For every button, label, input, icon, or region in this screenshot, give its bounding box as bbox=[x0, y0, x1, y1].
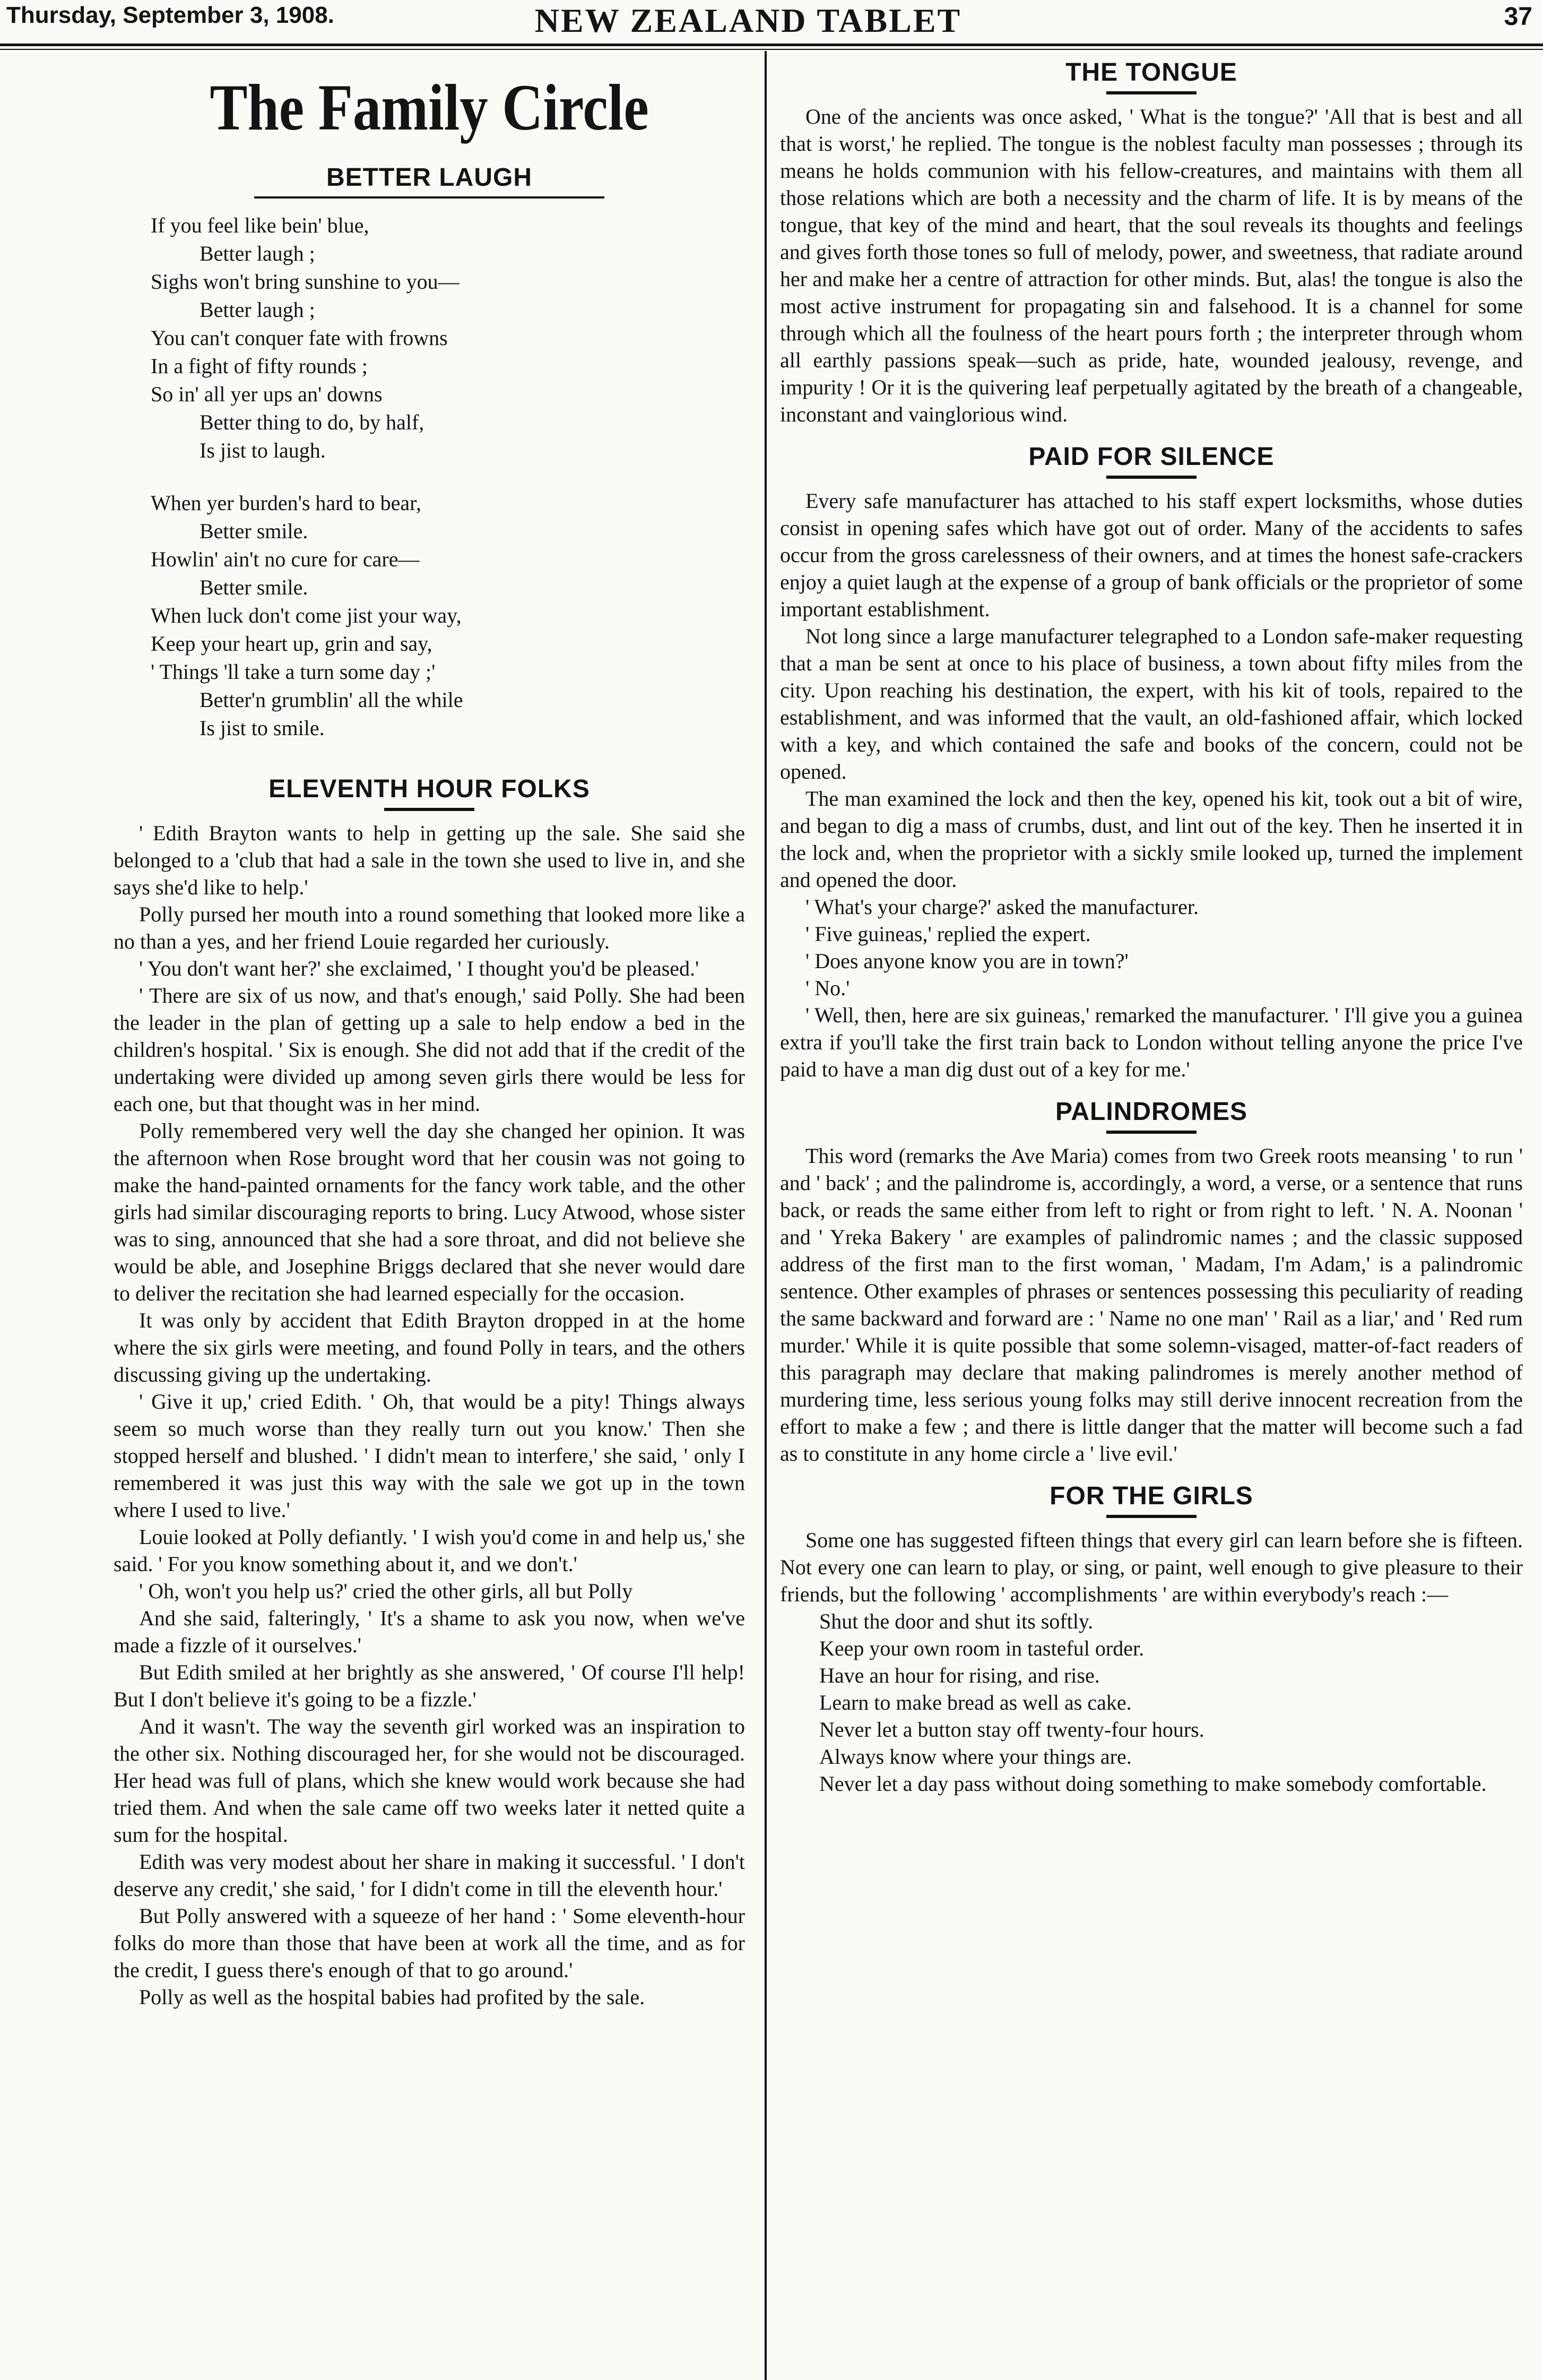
girls-intro: Some one has suggested fifteen things that every girl can learn before she is fifteen. Not every one can learn to play, or sing, or paint, well enough to give pleasure to their friends, but the following ' accomplishments ' are within everybody's reach :— bbox=[780, 1528, 1523, 1606]
section-rule bbox=[254, 196, 604, 199]
header-rule bbox=[0, 49, 1543, 50]
section-rule bbox=[384, 808, 474, 811]
girls-title: FOR THE GIRLS bbox=[1050, 1482, 1253, 1510]
list-item: Keep your own room in tasteful order. bbox=[819, 1636, 1145, 1660]
section-rule bbox=[1106, 91, 1197, 94]
list-item: Have an hour for rising, and rise. bbox=[819, 1663, 1100, 1687]
paragraph: The man examined the lock and then the key, opened his kit, took out a bit of wire, and began to dig a mass of crumbs, dust, and lint out of the key. Then he inserted it in the lock and, when the proprietor with a sickly smile looked up, turned the implement and opened the door. bbox=[780, 787, 1523, 892]
paragraph: And she said, falteringly, ' It's a shame to ask you now, when we've made a fizzle of it ourselves.' bbox=[114, 1606, 745, 1657]
list-item: Never let a button stay off twenty-four hours. bbox=[819, 1718, 1204, 1741]
stanza-gap bbox=[151, 464, 745, 489]
story-body bbox=[114, 820, 745, 2011]
paragraph: ' Give it up,' cried Edith. ' Oh, that would be a pity! Things always seem so much worse than they really turn out you know.' Then she stopped herself and blushed. ' I didn't mean to interfere,' she said, ' only I remembered it was just this way with the sale we got up in the town where I used to live.' bbox=[114, 1390, 745, 1522]
poem-line: Better thing to do, by half, bbox=[200, 410, 424, 434]
paragraph: It was only by accident that Edith Brayton dropped in at the home where the six girls were meeting, and found Polly in tears, and the others discussing giving up the undertaking. bbox=[114, 1308, 745, 1386]
poem-line: ' Things 'll take a turn some day ;' bbox=[151, 660, 436, 684]
tongue-body bbox=[780, 103, 1523, 428]
issue-date: Thursday, September 3, 1908. bbox=[6, 2, 334, 28]
paragraph: But Polly answered with a squeeze of her hand : ' Some eleventh-hour folks do more than those that have been at work all the time, and as for the credit, I guess there's enough of that to go around.' bbox=[114, 1904, 745, 1982]
list-item: Learn to make bread as well as cake. bbox=[819, 1691, 1132, 1714]
paragraph: This word (remarks the Ave Maria) comes from two Greek roots meansing ' to run ' and ' back' ; and the palindrome is, accordingly, a word, a verse, or a sentence that runs back, or reads the same either from left to right or from right to left. ' N. A. Noonan ' and ' Yreka Bakery ' are examples of palindromic names ; and the classic supposed address of the first man to the first woman, ' Madam, I'm Adam,' is a palindromic sentence. Other examples of phrases or sentences possessing this peculiarity of reading the same backward and forward are : ' Name no one man' ' Rail as a liar,' and ' Red rum murder.' While it is quite possible that some solemn-visaged, matter-of-fact readers of this paragraph may declare that making palindromes is merely another method of murdering time, less serious young folks may still derive innocent recreation from the effort to make a few ; and there is little danger that the matter will become such a fad as to constitute in any home circle a ' live evil.' bbox=[780, 1144, 1523, 1465]
poem-line: If you feel like bein' blue, bbox=[151, 213, 369, 237]
poem-line: Sighs won't bring sunshine to you— bbox=[151, 270, 460, 294]
paragraph: ' There are six of us now, and that's enough,' said Polly. She had been the leader in the plan of getting up a sale to help endow a bed in the children's hospital. ' Six is enough. She did not add that if the credit of the undertaking were divided up among seven girls there would be less for each one, but that thought was in her mind. bbox=[114, 984, 745, 1116]
poem-line: So in' all yer ups an' downs bbox=[151, 382, 383, 406]
poem-line: Better laugh ; bbox=[200, 298, 315, 322]
poem-line: Is jist to smile. bbox=[200, 716, 325, 740]
column-divider bbox=[765, 51, 767, 2380]
poem-line: Is jist to laugh. bbox=[200, 438, 326, 462]
paragraph: ' Edith Brayton wants to help in getting up the sale. She said she belonged to a 'club that had a sale in the town she used to live in, and she says she'd like to help.' bbox=[114, 821, 745, 899]
girls-list bbox=[780, 1608, 1523, 1797]
paragraph: But Edith smiled at her brightly as she answered, ' Of course I'll help! But I don't believe it's going to be a fizzle.' bbox=[114, 1660, 745, 1711]
poem-title: BETTER LAUGH bbox=[326, 163, 532, 192]
right-column bbox=[780, 57, 1523, 1797]
paragraph: ' What's your charge?' asked the manufacturer. bbox=[805, 895, 1199, 919]
section-rule bbox=[1106, 1515, 1197, 1518]
poem-line: When yer burden's hard to bear, bbox=[151, 491, 421, 515]
masthead-title: NEW ZEALAND TABLET bbox=[534, 2, 962, 39]
paragraph: And it wasn't. The way the seventh girl worked was an inspiration to the other six. Nothing discouraged her, for she would not be discouraged. Her head was full of plans, which she knew would work because she had tried them. And when the sale came off two weeks later it netted quite a sum for the hospital. bbox=[114, 1714, 745, 1847]
poem-line: Howlin' ain't no cure for care— bbox=[151, 547, 420, 571]
palindromes-title: PALINDROMES bbox=[1055, 1098, 1248, 1126]
paragraph: Polly remembered very well the day she changed her opinion. It was the afternoon when Rose brought word that her cousin was not going to make the hand-painted ornaments for the fancy work table, and the other girls had similar discouraging reports to bring. Lucy Atwood, whose sister was to sing, announced that she had a sore throat, and did not believe she would be able, and Josephine Briggs declared that she never would dare to deliver the recitation she had learned especially for the occasion. bbox=[114, 1119, 745, 1305]
poem-line: Better'n grumblin' all the while bbox=[200, 688, 463, 712]
paragraph: ' No.' bbox=[805, 976, 850, 1000]
paragraph: ' Five guineas,' replied the expert. bbox=[805, 922, 1091, 946]
poem-line: Keep your heart up, grin and say, bbox=[151, 632, 432, 656]
poem-body bbox=[151, 211, 745, 742]
poem-line: Better laugh ; bbox=[200, 242, 315, 265]
poem-line: Better smile. bbox=[200, 519, 308, 543]
paragraph: ' Does anyone know you are in town?' bbox=[805, 949, 1129, 973]
paragraph: ' Oh, won't you help us?' cried the other girls, all but Polly bbox=[139, 1579, 633, 1603]
section-rule bbox=[1106, 1131, 1197, 1134]
paragraph: ' You don't want her?' she exclaimed, ' I thought you'd be pleased.' bbox=[139, 956, 699, 980]
story-title: ELEVENTH HOUR FOLKS bbox=[268, 775, 590, 803]
paragraph: Not long since a large manufacturer telegraphed to a London safe-maker requesting that a man be sent at once to his place of business, a town about fifty miles from the city. Upon reaching his destination, the expert, with his kit of tools, repaired to the establishment, and was informed that the vault, an old-fashioned affair, which locked with a key, and which contained the safe and books of the concern, could not be opened. bbox=[780, 624, 1523, 783]
list-item: Shut the door and shut its softly. bbox=[819, 1609, 1094, 1633]
section-rule bbox=[1106, 476, 1197, 479]
page-header bbox=[0, 0, 1543, 46]
paragraph: Edith was very modest about her share in making it successful. ' I don't deserve any credit,' she said, ' for I didn't come in till the eleventh hour.' bbox=[114, 1850, 745, 1901]
silence-title: PAID FOR SILENCE bbox=[1028, 443, 1275, 471]
poem-line: When luck don't come jist your way, bbox=[151, 603, 462, 627]
poem-line: In a fight of fifty rounds ; bbox=[151, 354, 368, 378]
page-title: The Family Circle bbox=[210, 71, 649, 144]
palindromes-body bbox=[780, 1142, 1523, 1467]
tongue-title: THE TONGUE bbox=[1065, 58, 1237, 87]
left-column bbox=[114, 57, 745, 2011]
poem-line: Better smile. bbox=[200, 575, 308, 599]
paragraph: Polly as well as the hospital babies had profited by the sale. bbox=[139, 1985, 645, 2009]
silence-body bbox=[780, 487, 1523, 1083]
list-item: Always know where your things are. bbox=[819, 1745, 1132, 1769]
poem-line: You can't conquer fate with frowns bbox=[151, 326, 448, 350]
page-number: 37 bbox=[1504, 3, 1532, 31]
paragraph: Polly pursed her mouth into a round something that looked more like a no than a yes, and her friend Louie regarded her curiously. bbox=[114, 902, 745, 953]
paragraph: Every safe manufacturer has attached to his staff expert locksmiths, whose duties consist in opening safes which have got out of order. Many of the accidents to safes occur from the gross carelessness of their owners, and at times the honest safe-crackers enjoy a quiet laugh at the expense of a group of bank officials or the proprietor of some important establishment. bbox=[780, 489, 1523, 621]
list-item: Never let a day pass without doing something to make somebody comfortable. bbox=[819, 1772, 1487, 1796]
paragraph: One of the ancients was once asked, ' What is the tongue?' 'All that is best and all that is worst,' he replied. The tongue is the noblest faculty man possesses ; through its means he holds communion with his fellow-creatures, and maintains with them all those relations which are both a necessity and the charm of life. It is by means of the tongue, that key of the mind and heart, that the soul reveals its thoughts and feelings and gives forth those tones so full of melody, power, and sweetness, that radiate around her and make her a centre of attraction for other minds. But, alas! the tongue is also the most active instrument for propagating sin and falsehood. It is a channel for some through which all the foulness of the heart pours forth ; the interpreter through whom all earthly passions speak—such as pride, hate, wounded jealousy, revenge, and impurity ! Or it is the quivering leaf perpetually agitated by the breath of a changeable, inconstant and vainglorious wind. bbox=[780, 105, 1523, 426]
paragraph: Louie looked at Polly defiantly. ' I wish you'd come in and help us,' she said. ' For you know something about it, and we don't.' bbox=[114, 1525, 745, 1576]
paragraph: ' Well, then, here are six guineas,' remarked the manufacturer. ' I'll give you a guinea extra if you'll take the first train back to London without telling anyone the price I've paid to have a man dig dust out of a key for me.' bbox=[780, 1003, 1523, 1081]
